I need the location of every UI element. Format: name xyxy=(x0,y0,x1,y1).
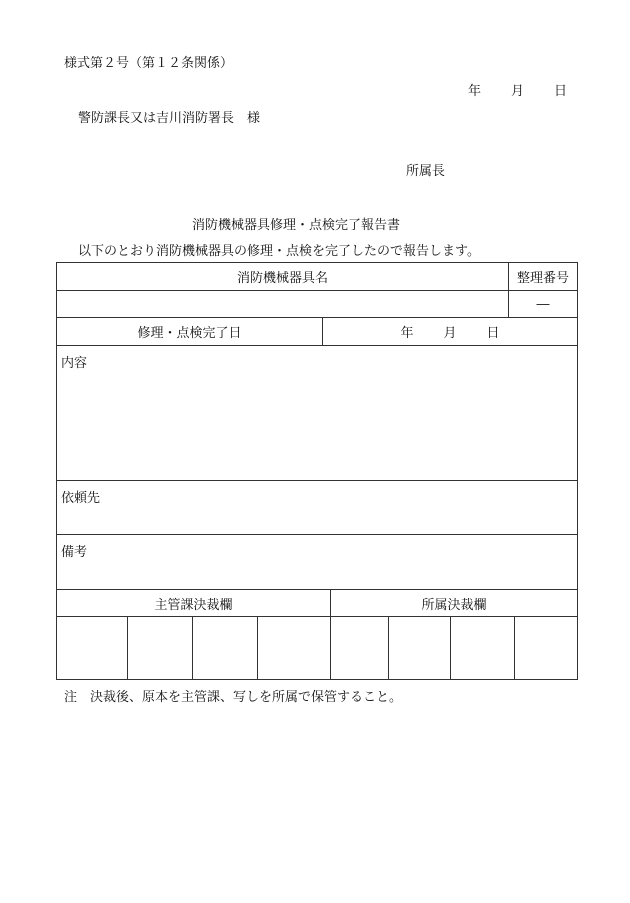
remarks-field[interactable] xyxy=(57,535,578,590)
affiliation-head: 所属長 xyxy=(406,164,446,179)
requester-field[interactable] xyxy=(57,481,578,535)
approval-stamp-box[interactable] xyxy=(57,617,128,680)
equipment-name-field[interactable] xyxy=(57,291,509,318)
content-field[interactable] xyxy=(57,346,578,481)
approval-stamp-box[interactable] xyxy=(515,617,578,680)
date-month-label: 月 xyxy=(511,84,525,99)
footnote: 注 決裁後、原本を主管課、写しを所属で保管すること。 xyxy=(64,690,403,705)
completion-date-field[interactable] xyxy=(323,318,578,346)
control-number-field[interactable]: ― xyxy=(509,291,578,318)
report-date xyxy=(468,80,567,99)
approval-stamp-box[interactable] xyxy=(389,617,451,680)
date-day-label: 日 xyxy=(554,84,568,99)
affiliation-approval-header: 所属決裁欄 xyxy=(331,590,578,617)
main-dept-approval-header: 主管課決裁欄 xyxy=(57,590,331,617)
form-number: 様式第２号（第１２条関係） xyxy=(64,56,234,71)
requester-label: 依頼先 xyxy=(61,491,101,506)
completion-date-label: 修理・点検完了日 xyxy=(57,318,323,346)
approval-stamp-box[interactable] xyxy=(128,617,193,680)
report-table xyxy=(56,262,578,680)
approval-stamp-box[interactable] xyxy=(331,617,389,680)
completion-day-label: 日 xyxy=(486,326,500,341)
approval-stamp-box[interactable] xyxy=(193,617,258,680)
content-label: 内容 xyxy=(61,356,88,371)
completion-year-label: 年 xyxy=(400,326,414,341)
approval-stamp-box[interactable] xyxy=(258,617,331,680)
completion-month-label: 月 xyxy=(443,326,457,341)
intro-text: 以下のとおり消防機械器具の修理・点検を完了したので報告します。 xyxy=(78,244,480,259)
date-year-label: 年 xyxy=(468,84,482,99)
addressee: 警防課長又は吉川消防署長 様 xyxy=(78,111,261,126)
document-title: 消防機械器具修理・点検完了報告書 xyxy=(192,218,401,233)
equipment-name-header: 消防機械器具名 xyxy=(57,263,509,291)
remarks-label: 備考 xyxy=(61,545,88,560)
control-number-header: 整理番号 xyxy=(509,263,578,291)
approval-stamp-box[interactable] xyxy=(451,617,515,680)
